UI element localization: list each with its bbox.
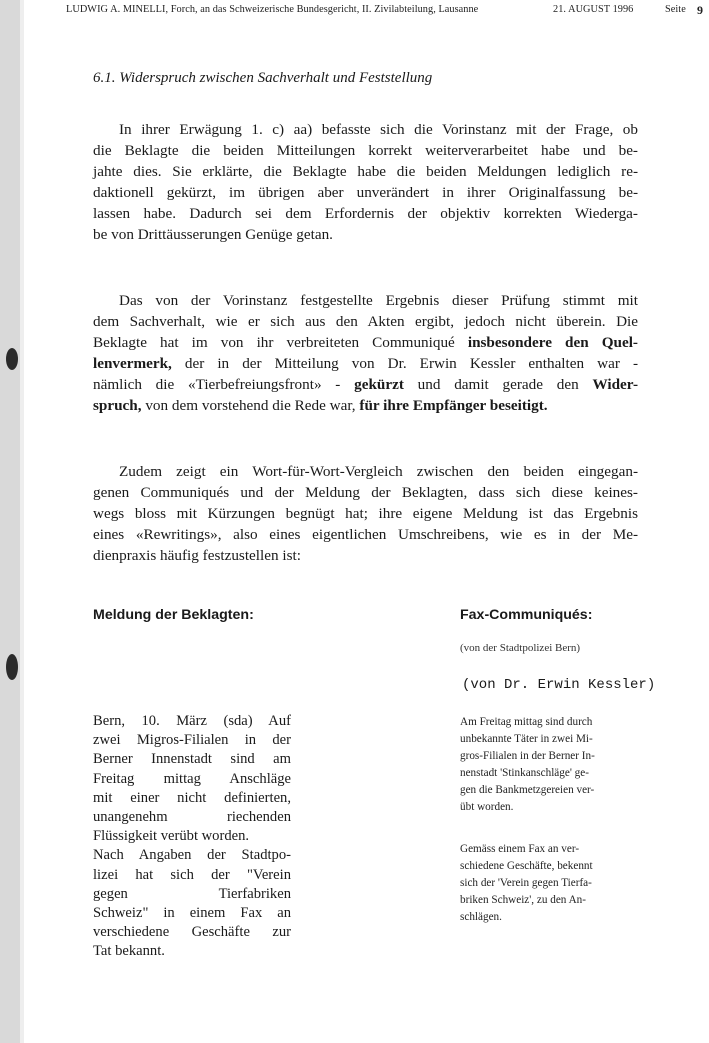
text-line: Das von der Vorinstanz festgestellte Ergebnis dieser Prüfung stimmt mit — [119, 292, 638, 309]
fax-line: sich der 'Verein gegen Tierfa- — [460, 877, 592, 889]
text-line: dem Sachverhalt, wie er sich aus den Akten ergibt, jedoch nicht überein. Die — [93, 313, 638, 330]
text-line: genen Communiqués und der Meldung der Beklagten, dass sich diese keines- — [93, 484, 638, 501]
bold-text-run: lenvermerk, — [93, 355, 172, 372]
header-author: LUDWIG A. MINELLI, Forch, an das Schweizerische Bundesgericht, II. Zivilabteilung, Lausanne — [66, 4, 479, 15]
text-line: die Beklagte die beiden Mitteilungen korrekt weiterverarbeitet habe und be- — [93, 142, 638, 159]
report-line: unangenehm riechenden — [93, 809, 291, 826]
bold-text-run: spruch, — [93, 397, 142, 414]
fax-line: übt worden. — [460, 801, 514, 813]
header-date: 21. AUGUST 1996 — [553, 4, 634, 15]
report-line: Nach Angaben der Stadtpo- — [93, 847, 291, 864]
fax-line: Gemäss einem Fax an ver- — [460, 843, 580, 855]
report-line: Schweiz" in einem Fax an — [93, 905, 291, 922]
bold-text-run: für ihre Empfänger beseitigt. — [359, 397, 548, 414]
text-line: wegs bloss mit Kürzungen begnügt hat; ihre eigene Meldung ist das Ergebnis — [93, 505, 638, 522]
text-line: daktionell gekürzt, im übrigen aber unverändert in ihrer Originalfassung be- — [93, 184, 638, 201]
text-line — [93, 353, 638, 374]
fax-line: nenstadt 'Stinkanschläge' ge- — [460, 767, 589, 779]
report-line: verschiedene Geschäfte zur — [93, 924, 291, 941]
text-line: Zudem zeigt ein Wort-für-Wort-Vergleich zwischen den beiden eingegan- — [119, 463, 638, 480]
bold-text-run: insbesondere den Quel- — [467, 334, 638, 351]
report-line: Freitag mittag Anschläge — [93, 770, 291, 787]
text-run: und damit gerade den — [403, 376, 593, 393]
report-line: gegen Tierfabriken — [93, 885, 291, 902]
fax-line: briken Schweiz', zu den An- — [460, 894, 586, 906]
report-line: zwei Migros-Filialen in der — [93, 732, 291, 749]
report-line: Berner Innenstadt sind am — [93, 751, 291, 768]
text-run: der in der Mitteilung von Dr. Erwin Kessler enthalten war - — [171, 355, 638, 372]
paragraph-2 — [93, 290, 638, 416]
text-line: eines «Rewritings», also eines eigentlichen Umschreibens, wie es in der Me- — [93, 526, 638, 543]
left-column-heading: Meldung der Beklagten: — [93, 607, 254, 623]
fax-line: schlägen. — [460, 911, 502, 923]
text-run: Beklagte hat im von ihr verbreiteten Communiqué — [93, 334, 468, 351]
text-line: In ihrer Erwägung 1. c) aa) befasste sich die Vorinstanz mit der Frage, ob — [119, 121, 638, 138]
fax-line: unbekannte Täter in zwei Mi- — [460, 733, 593, 745]
fax-line: gros-Filialen in der Berner In- — [460, 750, 595, 762]
report-line: mit einer nicht definierten, — [93, 789, 291, 806]
report-line: Bern, 10. März (sda) Auf — [93, 713, 291, 729]
beklagte-report — [93, 712, 291, 962]
source-kessler: (von Dr. Erwin Kessler) — [462, 677, 656, 693]
page-header — [66, 4, 709, 20]
source-police: (von der Stadtpolizei Bern) — [460, 642, 581, 654]
right-column-heading: Fax-Communiqués: — [460, 607, 593, 623]
fax-line: Am Freitag mittag sind durch — [460, 716, 593, 728]
fax-communique-police — [460, 714, 640, 816]
fax-communique-kessler — [460, 841, 640, 926]
header-page-label: Seite — [665, 4, 686, 15]
text-line — [93, 332, 638, 353]
text-run: nämlich die «Tierbefreiungsfront» - — [93, 376, 355, 393]
text-line: be von Drittäusserungen Genüge getan. — [93, 226, 333, 243]
scan-edge-shadow — [20, 0, 24, 1043]
paragraph-1 — [93, 119, 638, 245]
scan-left-edge — [0, 0, 20, 1043]
text-line: dienpraxis häufig festzustellen ist: — [93, 547, 301, 564]
report-line: Flüssigkeit verübt worden. — [93, 828, 250, 845]
report-line: lizei hat sich der "Verein — [93, 866, 291, 883]
text-line: jahte dies. Sie erklärte, die Beklagte habe die beiden Meldungen lediglich re- — [93, 163, 638, 180]
bold-text-run: gekürzt — [354, 376, 404, 393]
paragraph-3 — [93, 461, 638, 566]
punch-hole-mark — [6, 654, 18, 680]
text-run: von dem vorstehend die Rede war, — [141, 397, 360, 414]
bold-text-run: Wider- — [592, 376, 639, 393]
fax-line: gen die Bankmetzgereien ver- — [460, 784, 595, 796]
fax-line: schiedene Geschäfte, bekennt — [460, 860, 593, 872]
punch-hole-mark — [6, 348, 18, 370]
section-title: 6.1. Widerspruch zwischen Sachverhalt und Feststellung — [93, 70, 433, 86]
header-page-number: 9 — [697, 3, 704, 17]
report-line: Tat bekannt. — [93, 943, 165, 960]
text-line — [93, 395, 638, 416]
text-line: lassen habe. Dadurch sei dem Erfordernis der objektiv korrekten Wiederga- — [93, 205, 638, 222]
text-line — [93, 374, 638, 395]
